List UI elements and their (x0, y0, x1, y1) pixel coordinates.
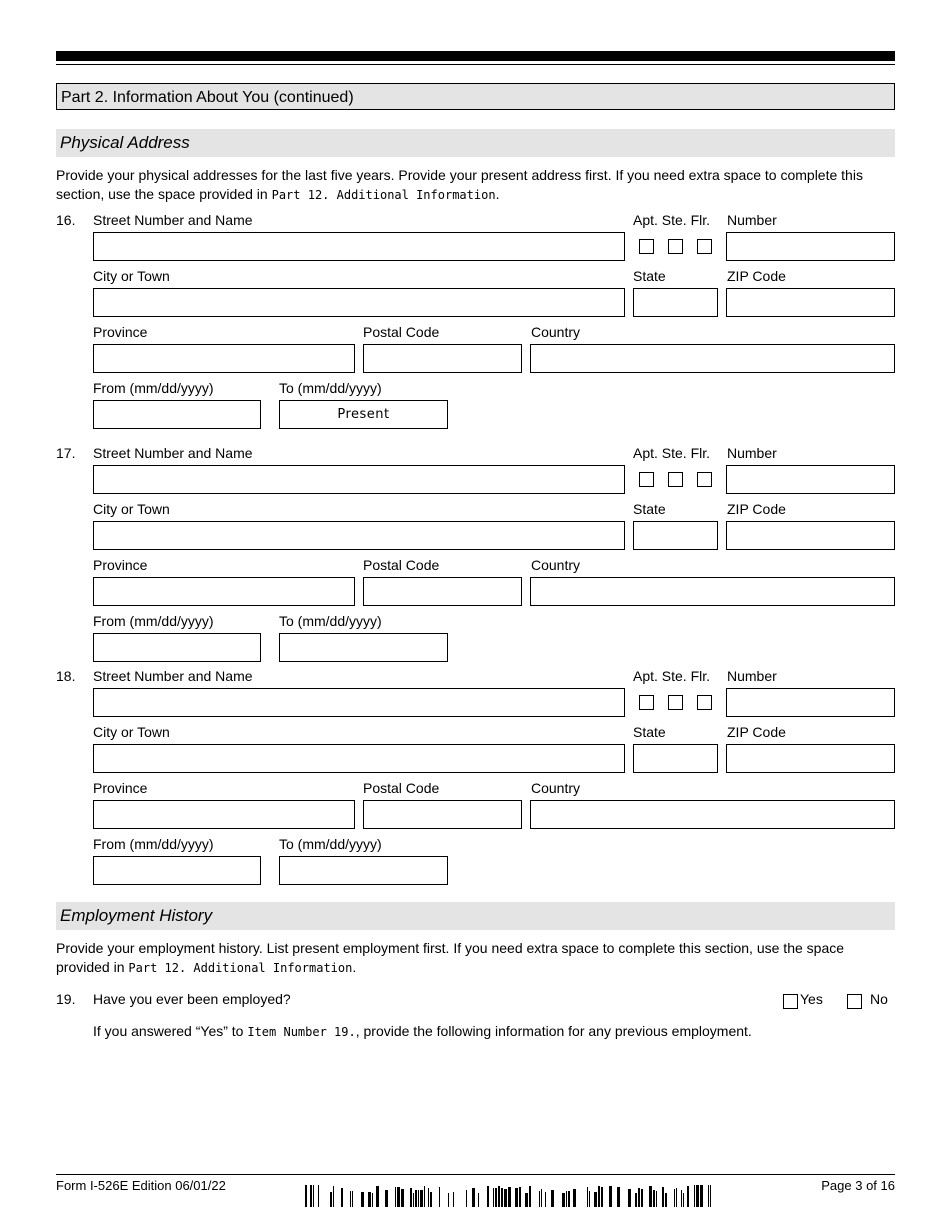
ste-checkbox[interactable] (668, 695, 683, 710)
barcode-bar (472, 1188, 475, 1207)
barcode-bar (466, 1190, 467, 1207)
instructions-text: Provide your physical addresses for the last five years. Provide your present address first. If you need extra space to complete this section, use the space provided in (56, 167, 863, 202)
barcode-bar (504, 1189, 507, 1207)
zip-input[interactable] (726, 521, 895, 550)
followup-reference: Item Number 19. (247, 1025, 356, 1039)
barcode-bar (649, 1186, 652, 1207)
state-select[interactable] (633, 521, 718, 550)
employed-no-label: No (870, 991, 888, 1007)
barcode-bar (498, 1186, 500, 1207)
province-label: Province (93, 780, 148, 796)
barcode-bar (453, 1192, 454, 1207)
barcode-bar (662, 1187, 664, 1207)
province-label: Province (93, 557, 148, 573)
number-label: Number (727, 212, 777, 228)
apt-ste-flr-label: Apt. Ste. Flr. (633, 668, 711, 684)
number-label: Number (727, 668, 777, 684)
instructions-reference: Part 12. Additional Information (271, 188, 496, 202)
barcode-bar (674, 1189, 675, 1207)
barcode-bar (594, 1192, 597, 1207)
country-label: Country (531, 557, 581, 573)
followup-post: , provide the following information for any previous employment. (355, 1023, 752, 1039)
employed-question: Have you ever been employed? (93, 991, 291, 1007)
apt-checkbox[interactable] (639, 239, 654, 254)
barcode-bar (566, 1191, 567, 1207)
top-rule-thick (56, 51, 895, 61)
zip-input[interactable] (726, 288, 895, 317)
zip-input[interactable] (726, 744, 895, 773)
top-rule-thin (56, 64, 895, 65)
form-edition: Form I-526E Edition 06/01/22 (56, 1178, 226, 1193)
barcode-bar (501, 1188, 503, 1207)
barcode-bar (573, 1189, 576, 1207)
barcode-bar (424, 1186, 425, 1207)
followup-pre: If you answered “Yes” to (93, 1023, 244, 1039)
flr-checkbox[interactable] (697, 472, 712, 487)
barcode-bar (385, 1190, 388, 1207)
barcode-bar (401, 1189, 404, 1207)
barcode-bar (710, 1185, 711, 1207)
zip-label: ZIP Code (727, 268, 786, 284)
city-label: City or Town (93, 501, 170, 517)
postal-code-input[interactable] (363, 344, 522, 373)
barcode-bar (681, 1190, 682, 1207)
state-label: State (633, 501, 666, 517)
street-label: Street Number and Name (93, 668, 253, 684)
barcode-bar (598, 1186, 600, 1207)
barcode-bar (539, 1191, 540, 1207)
zip-label: ZIP Code (727, 724, 786, 740)
section-title-employment-history: Employment History (56, 902, 895, 930)
barcode-bar (617, 1187, 620, 1207)
from-date-input[interactable] (93, 400, 261, 429)
barcode-bar (653, 1190, 655, 1207)
barcode-bar (310, 1185, 312, 1207)
barcode-bar (376, 1186, 379, 1207)
barcode-bar (628, 1189, 631, 1207)
barcode-bar (428, 1188, 429, 1207)
barcode-bar (694, 1185, 695, 1207)
country-input[interactable] (530, 344, 895, 373)
state-label: State (633, 268, 666, 284)
barcode-bar (413, 1193, 414, 1207)
barcode-bar (330, 1192, 332, 1207)
to-date-input[interactable] (279, 856, 448, 885)
postal-code-label: Postal Code (363, 780, 440, 796)
to-date-input[interactable] (279, 633, 448, 662)
barcode-bar (493, 1188, 494, 1207)
apt-checkbox[interactable] (639, 472, 654, 487)
street-input[interactable] (93, 465, 625, 494)
section-title-physical-address: Physical Address (56, 129, 895, 157)
barcode-bar (478, 1193, 479, 1207)
country-label: Country (531, 780, 581, 796)
barcode-bar (562, 1193, 565, 1207)
city-label: City or Town (93, 268, 170, 284)
part-header: Part 2. Information About You (continued) (56, 83, 895, 110)
street-input[interactable] (93, 688, 625, 717)
barcode-bar (418, 1190, 419, 1207)
city-label: City or Town (93, 724, 170, 740)
barcode-bar (448, 1193, 449, 1207)
ste-checkbox[interactable] (668, 239, 683, 254)
apt-ste-flr-label: Apt. Ste. Flr. (633, 212, 711, 228)
barcode-bar (368, 1192, 371, 1207)
employment-instructions-reference: Part 12. Additional Information (128, 961, 353, 975)
barcode-bar (641, 1189, 643, 1207)
employment-instructions-text: Provide your employment history. List present employment first. If you need extra space to complete this section, use the space provided in (56, 940, 845, 975)
barcode-bar (656, 1191, 657, 1207)
page-number: Page 3 of 16 (821, 1178, 895, 1193)
from-date-input[interactable] (93, 633, 261, 662)
employed-no-checkbox[interactable] (847, 994, 862, 1009)
barcode-bar (318, 1185, 319, 1207)
item-number-17: 17. (56, 445, 76, 461)
postal-code-input[interactable] (363, 800, 522, 829)
apt-ste-flr-label: Apt. Ste. Flr. (633, 445, 711, 461)
barcode-bar (341, 1188, 343, 1207)
barcode-bar (519, 1187, 521, 1207)
country-input[interactable] (530, 800, 895, 829)
barcode-bar (545, 1192, 546, 1207)
province-label: Province (93, 324, 148, 340)
barcode-bar (601, 1187, 603, 1207)
from-date-input[interactable] (93, 856, 261, 885)
barcode-bar (609, 1186, 612, 1207)
barcode-bar (529, 1186, 531, 1207)
barcode-bar (568, 1191, 570, 1207)
barcode-bar (305, 1185, 307, 1207)
barcode (305, 1185, 713, 1207)
employment-instructions (56, 939, 895, 978)
state-select[interactable] (633, 288, 718, 317)
number-label: Number (727, 445, 777, 461)
barcode-bar (395, 1187, 396, 1207)
city-input[interactable] (93, 744, 625, 773)
instructions-end: . (495, 186, 500, 202)
postal-code-label: Postal Code (363, 557, 440, 573)
employed-yes-checkbox[interactable] (783, 994, 798, 1009)
barcode-bar (430, 1192, 432, 1207)
barcode-bar (352, 1191, 353, 1207)
barcode-bar (420, 1190, 423, 1207)
barcode-bar (665, 1193, 667, 1207)
ste-checkbox[interactable] (668, 472, 683, 487)
barcode-bar (350, 1191, 351, 1207)
zip-label: ZIP Code (727, 501, 786, 517)
street-input[interactable] (93, 232, 625, 261)
barcode-bar (333, 1186, 334, 1207)
to-date-label: To (mm/dd/yyyy) (279, 380, 382, 396)
barcode-bar (589, 1191, 590, 1207)
country-label: Country (531, 324, 581, 340)
city-input[interactable] (93, 521, 625, 550)
barcode-bar (515, 1188, 518, 1207)
to-date-label: To (mm/dd/yyyy) (279, 836, 382, 852)
city-input[interactable] (93, 288, 625, 317)
province-input[interactable] (93, 344, 355, 373)
state-label: State (633, 724, 666, 740)
barcode-bar (638, 1188, 640, 1207)
barcode-bar (372, 1193, 373, 1207)
footer-rule (56, 1174, 895, 1175)
barcode-bar (687, 1186, 689, 1207)
employment-instructions-end: . (352, 959, 357, 975)
apt-checkbox[interactable] (639, 695, 654, 710)
country-input[interactable] (530, 577, 895, 606)
employment-followup (93, 1023, 752, 1040)
item-number-19: 19. (56, 991, 76, 1007)
barcode-bar (551, 1190, 554, 1207)
unit-number-input[interactable] (726, 465, 895, 494)
province-input[interactable] (93, 577, 355, 606)
street-label: Street Number and Name (93, 445, 253, 461)
from-date-label: From (mm/dd/yyyy) (93, 613, 214, 629)
from-date-label: From (mm/dd/yyyy) (93, 836, 214, 852)
to-date-label: To (mm/dd/yyyy) (279, 613, 382, 629)
to-date-input[interactable]: Present (279, 400, 448, 429)
barcode-bar (700, 1185, 703, 1207)
postal-code-input[interactable] (363, 577, 522, 606)
employed-yes-label: Yes (800, 991, 823, 1007)
unit-number-input[interactable] (726, 232, 895, 261)
barcode-bar (676, 1188, 677, 1207)
barcode-bar (635, 1193, 637, 1207)
barcode-bar (495, 1188, 497, 1207)
item-number-16: 16. (56, 212, 76, 228)
street-label: Street Number and Name (93, 212, 253, 228)
item-number-18: 18. (56, 668, 76, 684)
flr-checkbox[interactable] (697, 695, 712, 710)
from-date-label: From (mm/dd/yyyy) (93, 380, 214, 396)
barcode-bar (415, 1190, 417, 1207)
barcode-bar (397, 1187, 400, 1207)
barcode-bar (410, 1188, 412, 1207)
barcode-bar (439, 1187, 440, 1207)
barcode-bar (696, 1185, 699, 1207)
barcode-bar (525, 1193, 528, 1207)
barcode-bar (508, 1187, 511, 1207)
province-input[interactable] (93, 800, 355, 829)
barcode-bar (361, 1192, 364, 1207)
state-select[interactable] (633, 744, 718, 773)
barcode-bar (683, 1193, 684, 1207)
unit-number-input[interactable] (726, 688, 895, 717)
physical-address-instructions (56, 166, 895, 205)
barcode-bar (487, 1186, 489, 1207)
postal-code-label: Postal Code (363, 324, 440, 340)
barcode-bar (708, 1185, 709, 1207)
barcode-bar (587, 1187, 588, 1207)
barcode-bar (313, 1185, 314, 1207)
barcode-bar (541, 1189, 542, 1207)
flr-checkbox[interactable] (697, 239, 712, 254)
